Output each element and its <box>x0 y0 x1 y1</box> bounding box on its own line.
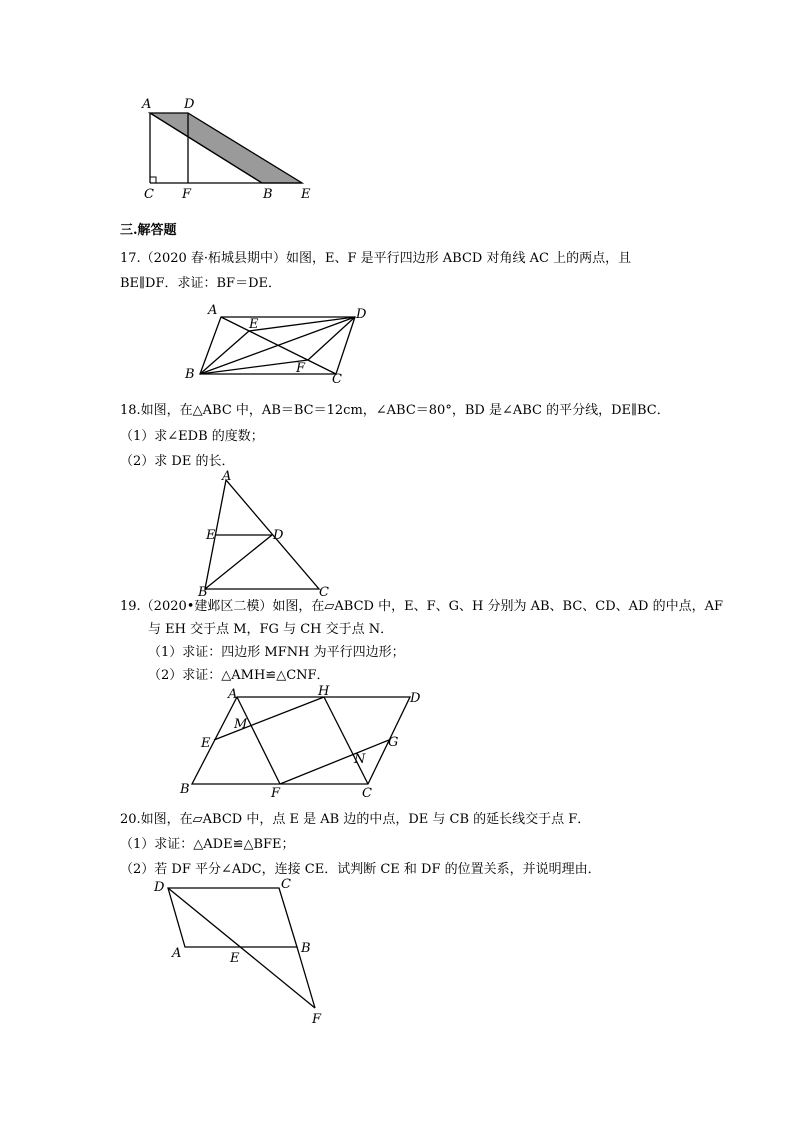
fig18-label-b: B <box>198 585 208 600</box>
segment-af <box>237 697 280 784</box>
fig19-label-e: E <box>201 736 211 751</box>
fig18-label-e: E <box>206 528 216 543</box>
fig19-label-m: M <box>234 717 248 732</box>
fig19-label-f: F <box>271 786 281 801</box>
fig19-label-b: B <box>180 782 190 797</box>
segment-bd <box>205 535 272 589</box>
shaded-parallelogram <box>150 113 302 183</box>
parallelogram-abcd <box>168 888 297 947</box>
figure-17 <box>180 300 380 390</box>
fig19-label-a: A <box>228 687 238 702</box>
q17-text-line1: 17.（2020 春·柘城县期中）如图，E、F 是平行四边形 ABCD 对角线 AC 上的两点，且 <box>120 251 632 266</box>
segment-bf <box>200 360 308 374</box>
fig17-label-d: D <box>356 307 367 322</box>
fig18-label-c: C <box>319 585 329 600</box>
fig20-label-e: E <box>230 951 240 966</box>
fig20-label-b: B <box>301 941 311 956</box>
fig16-label-a: A <box>142 97 152 112</box>
q19-text-line1: 19.（2020•建邺区二模）如图，在▱ABCD 中，E、F、G、H 分别为 AB、BC、CD、AD 的中点，AF <box>120 599 724 614</box>
fig17-label-a: A <box>208 303 218 318</box>
q18-part2: （2）求 DE 的长． <box>120 454 235 469</box>
fig18-label-a: A <box>222 469 232 484</box>
fig16-label-d: D <box>184 97 195 112</box>
segment-de <box>249 317 355 331</box>
fig19-label-n: N <box>354 752 366 767</box>
q19-text-line2: 与 EH 交于点 M，FG 与 CH 交于点 N． <box>148 622 394 637</box>
figure-19 <box>170 680 440 805</box>
q18-text-line1: 18.如图，在△ABC 中，AB＝BC＝12cm，∠ABC＝80°，BD 是∠ABC 的平分线，DE∥BC． <box>120 403 670 418</box>
q19-part2: （2）求证：△AMH≌△CNF． <box>148 668 330 683</box>
fig16-label-b: B <box>263 187 273 202</box>
section-title: 三.解答题 <box>120 223 177 238</box>
segment-ch <box>324 697 368 784</box>
fig19-label-h: H <box>318 684 330 699</box>
q17-text-line2: BE∥DF．求证：BF＝DE． <box>120 276 281 291</box>
fig20-label-f: F <box>312 1012 322 1027</box>
parallelogram-abcd <box>192 697 410 784</box>
q20-text-line1: 20.如图，在▱ABCD 中，点 E 是 AB 边的中点，DE 与 CB 的延长线交于点 F． <box>120 812 591 827</box>
segment-df <box>168 888 315 1008</box>
fig19-label-c: C <box>362 786 372 801</box>
q19-part1: （1）求证：四边形 MFNH 为平行四边形； <box>148 645 405 660</box>
fig17-label-b: B <box>185 367 195 382</box>
figure-18 <box>195 470 345 600</box>
figure-20 <box>150 875 350 1035</box>
segment-fg <box>280 740 389 784</box>
fig17-label-c: C <box>332 372 342 387</box>
figure-16 <box>130 92 330 207</box>
q20-part2: （2）若 DF 平分∠ADC，连接 CE．试判断 CE 和 DF 的位置关系，并说明理由． <box>120 862 601 877</box>
segment-eh <box>214 697 324 740</box>
fig16-label-c: C <box>144 187 154 202</box>
fig16-label-e: E <box>301 187 311 202</box>
fig20-label-d: D <box>154 880 165 895</box>
segment-bf <box>297 947 315 1008</box>
q18-part1: （1）求∠EDB 的度数； <box>120 429 264 444</box>
fig20-label-c: C <box>281 877 291 892</box>
fig18-label-d: D <box>273 528 284 543</box>
fig17-label-f: F <box>296 361 306 376</box>
fig20-label-a: A <box>172 946 182 961</box>
fig16-label-f: F <box>182 187 192 202</box>
diagonal-bd <box>200 317 355 374</box>
fig19-label-d: D <box>410 691 421 706</box>
q20-part1: （1）求证：△ADE≌△BFE； <box>120 837 295 852</box>
fig19-label-g: G <box>388 735 399 750</box>
right-angle-mark <box>150 177 156 183</box>
fig17-label-e: E <box>249 317 259 332</box>
